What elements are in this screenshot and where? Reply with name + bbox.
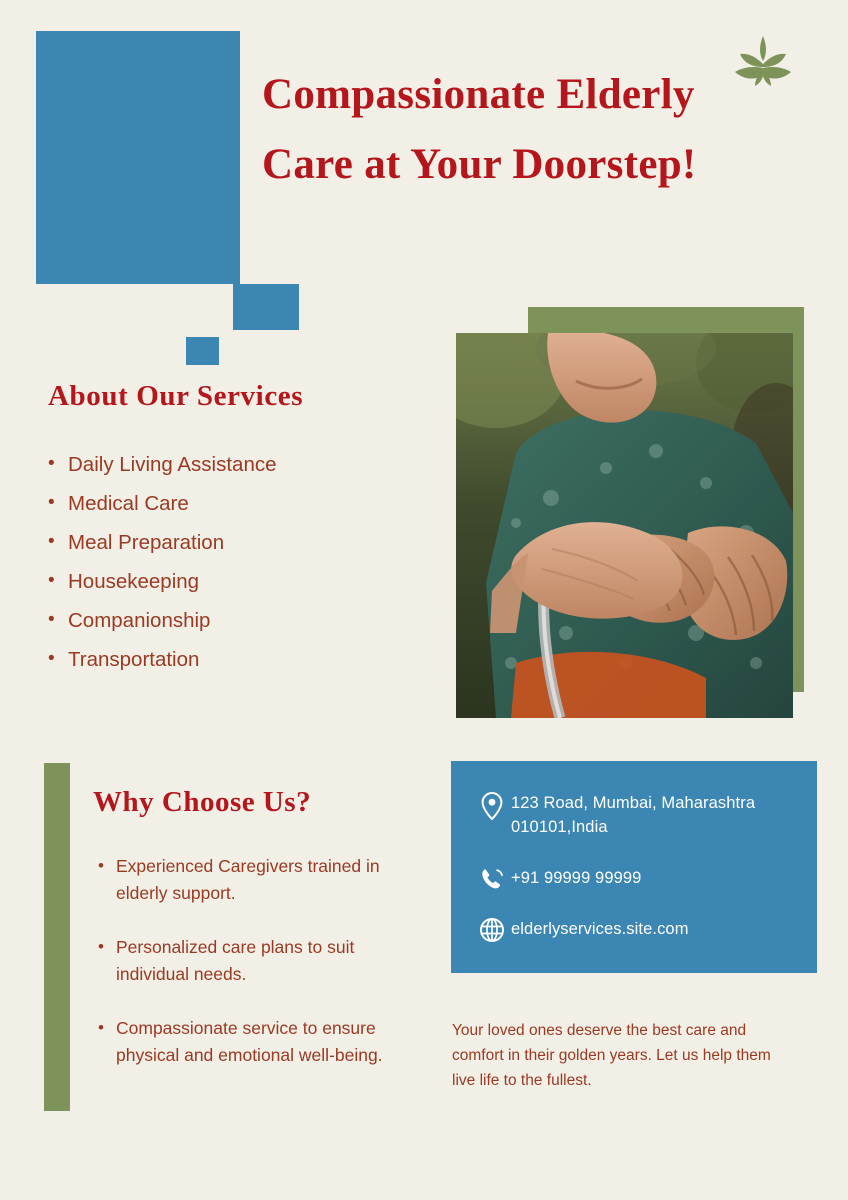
contact-phone-row [473, 865, 803, 892]
why-choose-green-bar [44, 763, 70, 1111]
page-title: Compassionate Elderly Care at Your Doorstep! [262, 71, 697, 188]
contact-phone-text: +91 99999 99999 [511, 869, 642, 888]
list-item: • Experienced Caregivers trained in elderly support. [96, 853, 406, 906]
globe-icon [473, 916, 511, 943]
why-choose-us-list [96, 853, 406, 1097]
contact-website-text: elderlyservices.site.com [511, 920, 689, 939]
services-list [44, 455, 424, 689]
decorative-square-small [186, 337, 219, 365]
list-item: • Medical Care [44, 494, 424, 515]
closing-paragraph: Your loved ones deserve the best care and comfort in their golden years. Let us help them live life to the fullest. [452, 1022, 771, 1090]
list-item: • Personalized care plans to suit individual needs. [96, 934, 406, 987]
caregiver-photo [456, 333, 793, 718]
about-services-title: About Our Services [48, 380, 304, 412]
phone-icon [473, 865, 511, 892]
location-pin-icon [473, 791, 511, 820]
why-choose-us-title: Why Choose Us? [93, 786, 312, 818]
list-item: • Transportation [44, 650, 424, 671]
list-item: • Compassionate service to ensure physical and emotional well-being. [96, 1015, 406, 1068]
contact-address-row [473, 791, 803, 840]
decorative-square-large [36, 31, 240, 284]
contact-address-text: 123 Road, Mumbai, Maharashtra 010101,India [511, 794, 756, 837]
contact-website-row[interactable] [473, 916, 803, 943]
decorative-square-medium [233, 284, 299, 330]
list-item: • Daily Living Assistance [44, 455, 424, 476]
list-item: • Meal Preparation [44, 533, 424, 554]
list-item: • Housekeeping [44, 572, 424, 593]
list-item: • Companionship [44, 611, 424, 632]
contact-box [451, 761, 817, 973]
